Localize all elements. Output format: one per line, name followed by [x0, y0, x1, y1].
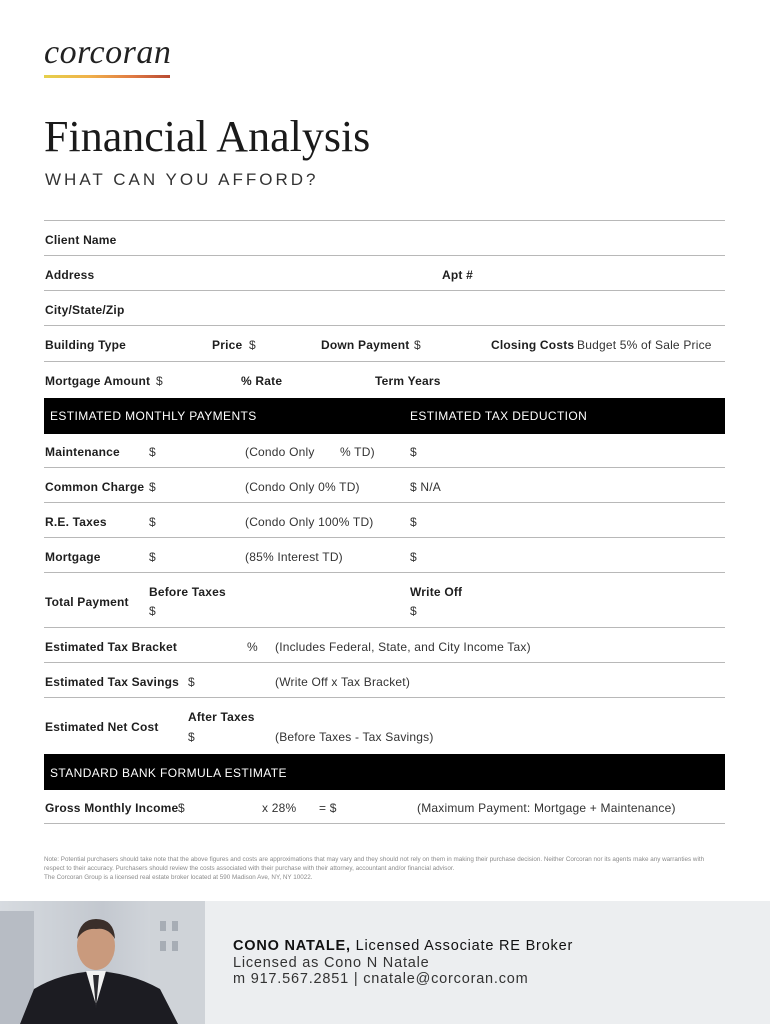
agent-name-line	[233, 938, 573, 954]
divider	[44, 467, 725, 468]
divider	[44, 290, 725, 291]
corcoran-logo: corcoran	[44, 34, 172, 71]
agent-contact[interactable]: m 917.567.2851 | cnatale@corcoran.com	[233, 971, 529, 987]
agent-photo	[0, 901, 205, 1024]
disclaimer	[44, 855, 726, 882]
write-off-amount: $	[410, 604, 417, 618]
common-charge-deduction: $ N/A	[410, 480, 442, 494]
maintenance-note-td: % TD)	[340, 445, 375, 459]
down-payment-label: Down Payment	[321, 338, 410, 352]
divider	[44, 662, 725, 663]
common-charge-label: Common Charge	[45, 480, 145, 494]
re-taxes-amount: $	[149, 515, 156, 529]
monthly-payments-title: ESTIMATED MONTHLY PAYMENTS	[50, 409, 257, 423]
address-label: Address	[45, 268, 95, 282]
tax-bracket-unit: %	[247, 640, 258, 654]
re-taxes-note: (Condo Only 100% TD)	[245, 515, 374, 529]
logo-gradient-bar	[44, 75, 170, 78]
closing-costs-label: Closing Costs	[491, 338, 575, 352]
mortgage-note: (85% Interest TD)	[245, 550, 343, 564]
mortgage-amount-label: Mortgage Amount	[45, 374, 151, 388]
client-name-label: Client Name	[45, 233, 117, 247]
term-years-label: Term Years	[375, 374, 441, 388]
gross-income-currency: $	[178, 801, 185, 815]
maintenance-amount: $	[149, 445, 156, 459]
divider	[44, 697, 725, 698]
tax-savings-note: (Write Off x Tax Bracket)	[275, 675, 411, 689]
tax-savings-amount: $	[188, 675, 195, 689]
bank-formula-title: STANDARD BANK FORMULA ESTIMATE	[50, 766, 287, 780]
building-type-label: Building Type	[45, 338, 127, 352]
after-taxes-label: After Taxes	[188, 710, 255, 724]
maintenance-label: Maintenance	[45, 445, 120, 459]
divider	[44, 823, 725, 824]
before-taxes-amount: $	[149, 604, 156, 618]
equals-amount: = $	[319, 801, 337, 815]
net-cost-label: Estimated Net Cost	[45, 720, 159, 734]
broker-address: The Corcoran Group is a licensed real estate broker located at 590 Madison Ave, NY, NY 10022.	[44, 874, 313, 881]
mortgage-label: Mortgage	[45, 550, 101, 564]
max-payment-note: (Maximum Payment: Mortgage + Maintenance)	[417, 801, 676, 815]
maintenance-deduction: $	[410, 445, 417, 459]
divider	[44, 572, 725, 573]
page-subtitle: WHAT CAN YOU AFFORD?	[45, 170, 319, 189]
rate-label: % Rate	[241, 374, 283, 388]
divider	[44, 537, 725, 538]
re-taxes-label: R.E. Taxes	[45, 515, 107, 529]
total-payment-label: Total Payment	[45, 595, 129, 609]
multiplier: x 28%	[262, 801, 297, 815]
tax-bracket-note: (Includes Federal, State, and City Income Tax)	[275, 640, 531, 654]
common-charge-amount: $	[149, 480, 156, 494]
write-off-label: Write Off	[410, 585, 463, 599]
bank-formula-header	[44, 754, 725, 790]
net-cost-note: (Before Taxes - Tax Savings)	[275, 730, 434, 744]
agent-name: CONO NATALE,	[233, 938, 351, 954]
mortgage-deduction: $	[410, 550, 417, 564]
re-taxes-deduction: $	[410, 515, 417, 529]
apt-label: Apt #	[442, 268, 473, 282]
tax-deduction-title: ESTIMATED TAX DEDUCTION	[410, 409, 588, 423]
mortgage-amount: $	[149, 550, 156, 564]
divider	[44, 361, 725, 362]
agent-title: Licensed Associate RE Broker	[355, 938, 574, 954]
city-state-zip-label: City/State/Zip	[45, 303, 125, 317]
monthly-payments-header	[44, 398, 725, 434]
down-payment-currency: $	[414, 338, 421, 352]
tax-bracket-label: Estimated Tax Bracket	[45, 640, 178, 654]
mortgage-amount-currency: $	[156, 374, 163, 388]
tax-savings-label: Estimated Tax Savings	[45, 675, 180, 689]
divider	[44, 220, 725, 221]
agent-license: Licensed as Cono N Natale	[233, 955, 430, 971]
page-title: Financial Analysis	[44, 112, 371, 161]
before-taxes-label: Before Taxes	[149, 585, 226, 599]
common-charge-note: (Condo Only 0% TD)	[245, 480, 360, 494]
divider	[44, 325, 725, 326]
price-label: Price	[212, 338, 243, 352]
maintenance-note: (Condo Only	[245, 445, 315, 459]
price-currency: $	[249, 338, 256, 352]
closing-costs-value: Budget 5% of Sale Price	[577, 338, 712, 352]
divider	[44, 255, 725, 256]
gross-income-label: Gross Monthly Income	[45, 801, 179, 815]
after-taxes-amount: $	[188, 730, 195, 744]
divider	[44, 627, 725, 628]
divider	[44, 502, 725, 503]
disclaimer-text: Note: Potential purchasers should take note that the above figures and costs are approximations that may vary and they should not rely on them in making their purchase decision. Neither Corcoran nor its agents make any warranties with respect to their accuracy. Purchasers should review the costs associated with their purchase with their attorney, accountant and/or financial advisor.	[44, 856, 705, 872]
